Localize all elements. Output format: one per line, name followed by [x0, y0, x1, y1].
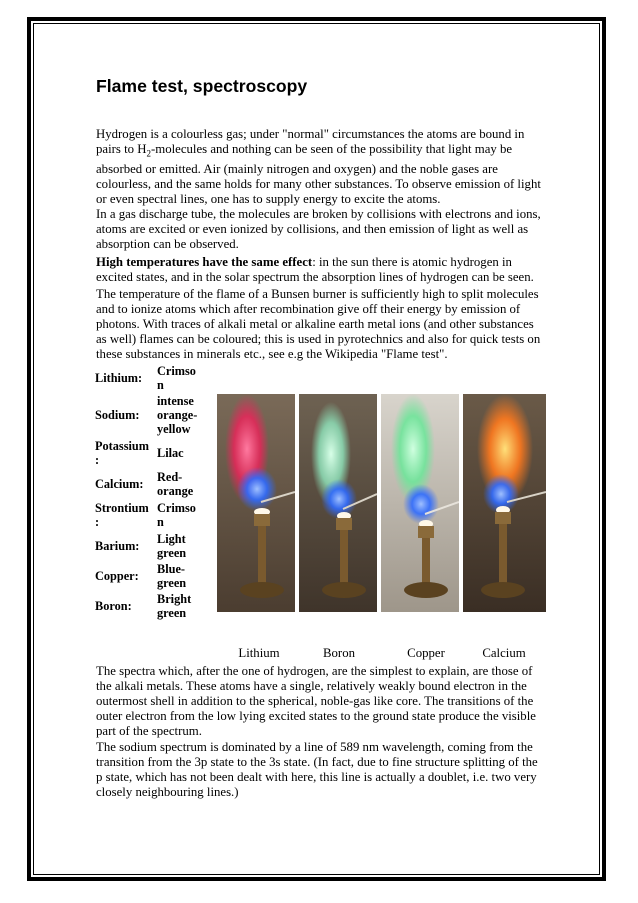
copper-flame-image [381, 394, 459, 612]
sodium-paragraph: The sodium spectrum is dominated by a line of 589 nm wavelength, coming from the transition from the 3p state to the 3s state. (In fact, due to fine structure splitting of the p state, which has not been dealt with here, this line is actually a doublet, i.e. two very closely neighbouring lines.) [96, 740, 538, 799]
flame-colour-name: n [157, 515, 164, 529]
flame-colour-cell [157, 591, 209, 621]
flame-colour-row [95, 363, 209, 393]
flame-colour-name: green [157, 576, 187, 590]
element-name: Sodium: [95, 408, 140, 422]
element-name-cell [95, 561, 157, 591]
flame-colour-name: green [157, 606, 187, 620]
flame-colour-name: Red- [157, 470, 183, 484]
alkali-paragraph: The spectra which, after the one of hydrogen, are the simplest to explain, are those of the alkali metals. These atoms have a single, relatively weakly bound electron in the outermost shell in addition to the spherical, noble-gas like core. The transitions of the outer electron from the low lying excited states to the ground state produce the visible part of the spectrum. [96, 664, 536, 738]
element-name-cell [95, 531, 157, 561]
flame-colour-name: Crimso [157, 501, 196, 515]
flame-colour-cell [157, 363, 209, 393]
flame-photo-boron [299, 394, 377, 612]
intro-text-1: Hydrogen is a colourless gas; under "normal" circumstances the atoms are bound in pairs to H [96, 127, 525, 156]
page-content [95, 75, 546, 799]
lithium-flame-image [217, 394, 295, 612]
flame-colour-row [95, 499, 209, 531]
flame-colour-name: green [157, 546, 187, 560]
flame-photo-copper [381, 394, 459, 612]
flame-colour-row [95, 393, 209, 437]
bunsen-paragraph: The temperature of the flame of a Bunsen burner is sufficiently high to split molecules and to ionize atoms which after recombination give off their energy by emission of photons. With traces of alkali metal or alkaline earth metal ions (and other substances as well) flames can be coloured; this is used in pyrotechnics and also for quick tests on these substances in minerals etc., see e.g the Wikipedia "Flame test". [96, 287, 541, 361]
flame-colour-row [95, 591, 209, 621]
flame-photo-lithium [217, 394, 295, 612]
element-name: Barium: [95, 539, 140, 553]
flame-colour-name: Light [157, 532, 186, 546]
high-temperature-text: : in the sun there is atomic hydrogen in excited states, and in the solar spectrum the absorption lines of hydrogen can be seen. [96, 255, 534, 284]
flame-photo-calcium [463, 394, 546, 612]
flame-colour-cell [157, 437, 209, 469]
element-name-cell [95, 499, 157, 531]
page-title: Flame test, spectroscopy [96, 76, 308, 96]
element-name: Potassium [95, 439, 149, 453]
element-name: Lithium: [95, 371, 143, 385]
element-name: Boron: [95, 599, 132, 613]
flame-colour-name: intense [157, 394, 194, 408]
element-name: Calcium: [95, 477, 144, 491]
flame-colour-cell [157, 393, 209, 437]
calcium-flame-image [463, 394, 546, 612]
flame-colour-row [95, 437, 209, 469]
flame-photos [217, 394, 546, 612]
flame-colour-name: orange [157, 484, 194, 498]
boron-flame-image [299, 394, 377, 612]
flame-colour-name: yellow [157, 422, 191, 436]
caption-lithium: Lithium [238, 646, 280, 660]
caption-boron: Boron [323, 646, 355, 660]
caption-calcium: Calcium [482, 646, 526, 660]
flame-colour-row [95, 469, 209, 499]
element-name: : [95, 515, 100, 529]
flame-colour-cell [157, 499, 209, 531]
high-temperature-paragraph [96, 255, 546, 285]
flame-colour-row [95, 561, 209, 591]
flame-colour-name: Lilac [157, 446, 184, 460]
element-name-cell [95, 363, 157, 393]
caption-copper: Copper [407, 646, 445, 660]
flame-colour-name: Crimso [157, 364, 196, 378]
flame-colour-name: Bright [157, 592, 192, 606]
flame-colour-cell [157, 531, 209, 561]
photo-captions [217, 646, 546, 662]
flame-colour-name: orange- [157, 408, 198, 422]
element-name-cell [95, 437, 157, 469]
high-temperature-bold: High temperatures have the same effect [96, 255, 313, 269]
flame-colour-row [95, 531, 209, 561]
element-name-cell [95, 393, 157, 437]
intro-text-3: In a gas discharge tube, the molecules are broken by collisions with electrons and ions, atoms are excited or even ionized by collisions, and then emission of light as well as absorption can be observed. [96, 206, 541, 251]
flame-colour-table [95, 363, 209, 621]
subscript-2: 2 [146, 148, 151, 159]
element-name: : [95, 453, 100, 467]
flame-colour-name: n [157, 378, 164, 392]
flame-colour-name: Blue- [157, 562, 186, 576]
flame-colour-cell [157, 469, 209, 499]
element-name: Copper: [95, 569, 139, 583]
intro-text-2: -molecules and nothing can be seen of the possibility that light may be absorbed or emitted. Air (mainly nitrogen and oxygen) and the noble gases are colourless, and the same holds for many other substances. To observe emission of light or even spectral lines, one has to supply energy to excite the atoms. [96, 142, 541, 206]
flame-colour-cell [157, 561, 209, 591]
intro-paragraph [96, 127, 546, 252]
element-name-cell [95, 591, 157, 621]
element-name: Strontium [95, 501, 149, 515]
element-name-cell [95, 469, 157, 499]
